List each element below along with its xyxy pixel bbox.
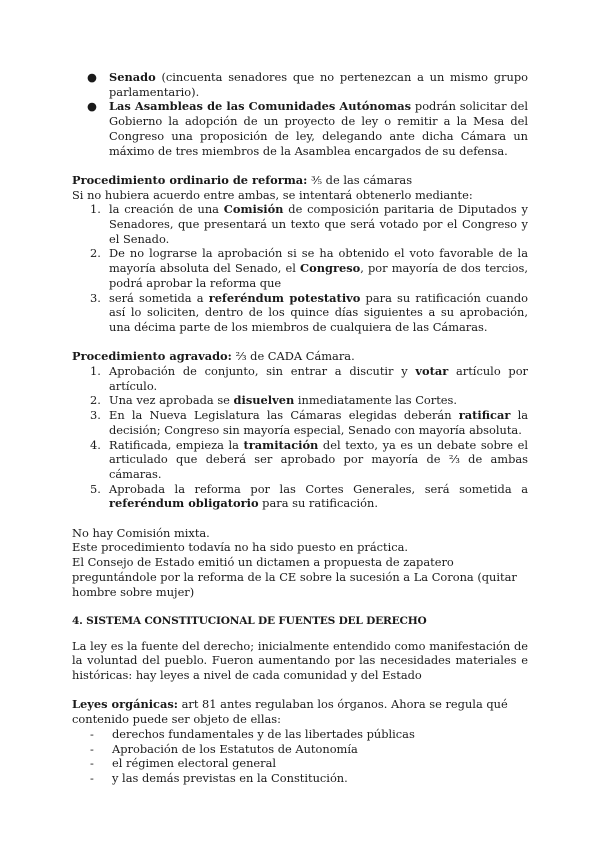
bullet-text: (cincuenta senadores que no pertenezcan a un mismo grupo parlamentario). <box>109 70 528 99</box>
bullet-bold: Las Asambleas de las Comunidades Autónomas <box>109 99 412 114</box>
list-item: - y las demás previstas en la Constitución. <box>90 770 348 785</box>
list-item: 1. la creación de una Comisión de composición paritaria de Diputados y Senadores, que presentará un texto que será votado por el Congreso y el Senado. <box>90 202 528 246</box>
leyes-organicas-paragraph: Leyes orgánicas: art 81 antes regulaban los órganos. Ahora se regula qué contenido puede ser objeto de ellas: <box>72 697 508 727</box>
ordinario-list <box>72 202 528 334</box>
bullet-icon: ● <box>87 99 97 114</box>
bullet-icon: ● <box>87 70 97 84</box>
list-item: - derechos fundamentales y de las libertades públicas <box>90 726 415 741</box>
list-item: 5. Aprobada la reforma por las Cortes Generales, será sometida a referéndum obligatorio para su ratificación. <box>90 481 528 511</box>
bullet-list <box>72 70 528 158</box>
list-item <box>72 70 528 99</box>
dash-list <box>72 727 528 786</box>
document-page <box>72 70 528 786</box>
list-item: 3. En la Nueva Legislatura las Cámaras elegidas deberán ratificar la decisión; Congreso sin mayoría especial, Senado con mayoría absoluta. <box>90 408 529 437</box>
bullet-text: podrán solicitar del Gobierno la adopción de un proyecto de ley o remitir a la Mesa del Congreso una proposición de ley, delegando ante dicha Cámara un máximo de tres miembros de la Asamblea encargados de su defensa. <box>109 99 528 158</box>
dash-icon: - <box>90 770 94 785</box>
list-item: 2. De no lograrse la aprobación si se ha obtenido el voto favorable de la mayoría absoluta del Senado, el Congreso, por mayoría de dos tercios, podrá aprobar la reforma que <box>90 246 528 290</box>
section-title: 4. SISTEMA CONSTITUCIONAL DE FUENTES DEL DERECHO <box>72 614 427 627</box>
note-line: No hay Comisión mixta. <box>72 525 210 540</box>
section-paragraph: La ley es la fuente del derecho; inicialmente entendido como manifestación de la voluntad del pueblo. Fueron aumentando por las necesidades materiales e históricas: hay leyes a nivel de cada comunidad y del Estado <box>72 638 528 683</box>
agravado-heading: Procedimiento agravado: ⅔ de CADA Cámara. <box>72 349 355 364</box>
list-item: 3. será sometida a referéndum potestativo para su ratificación cuando así lo soliciten, dentro de los quince días siguientes a su aprobación, una décima parte de los miembros de cualquiera de las Cámaras. <box>90 290 529 334</box>
dash-icon: - <box>90 741 94 756</box>
note-line: El Consejo de Estado emitió un dictamen a propuesta de zapatero preguntándole por la reforma de la CE sobre la sucesión a La Corona (quitar hombre sobre mujer) <box>72 555 517 599</box>
agravado-list <box>72 364 528 511</box>
note-line: Este procedimiento todavía no ha sido puesto en práctica. <box>72 540 409 555</box>
list-item: - Aprobación de los Estatutos de Autonomía <box>90 741 358 756</box>
list-item: 4. Ratificada, empieza la tramitación del texto, ya es un debate sobre el articulado que deberá ser aprobado por mayoría de ⅔ de ambas cámaras. <box>90 437 528 481</box>
bullet-bold: Senado <box>109 70 156 84</box>
list-item: 2. Una vez aprobada se disuelven inmediatamente las Cortes. <box>90 393 458 408</box>
dash-icon: - <box>90 756 94 771</box>
ordinario-heading: Procedimiento ordinario de reforma: ⅗ de las cámaras <box>72 172 413 187</box>
list-item: 1. Aprobación de conjunto, sin entrar a discutir y votar artículo por artículo. <box>90 364 528 393</box>
ordinario-intro: Si no hubiera acuerdo entre ambas, se intentará obtenerlo mediante: <box>72 187 473 202</box>
list-item <box>72 99 528 158</box>
list-item: - el régimen electoral general <box>90 756 277 771</box>
dash-icon: - <box>90 726 94 741</box>
